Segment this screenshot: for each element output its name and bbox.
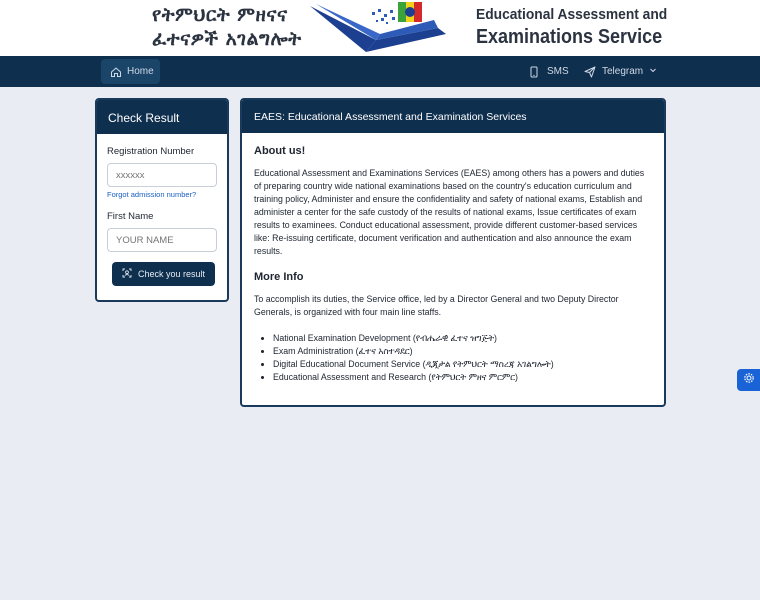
home-icon: [110, 66, 122, 78]
check-result-card: [95, 98, 229, 302]
gear-icon: [743, 371, 755, 389]
more-info-paragraph: To accomplish its duties, the Service office, led by a Director General and two Deputy Director Generals, is organized with four main line staffs.: [254, 294, 619, 317]
forgot-admission-link[interactable]: Forgot admission number?: [107, 190, 197, 199]
banner-amharic-line2: ፈተናዎች አገልግሎት: [152, 28, 302, 50]
nav-home-label: Home: [127, 66, 154, 77]
navbar: [0, 56, 760, 87]
banner-amharic-line1: የትምህርት ምዘናና: [152, 4, 288, 26]
chevron-down-icon: [649, 66, 657, 77]
registration-number-label: Registration Number: [107, 146, 195, 157]
list-item: • Digital Educational Document Service (ዲጂታል የትምህርት ማስረጃ አገልግሎት): [273, 358, 652, 371]
registration-number-input[interactable]: [107, 163, 217, 187]
info-card: [240, 98, 666, 407]
first-name-label: First Name: [107, 211, 154, 222]
banner-english-title: [476, 5, 684, 49]
more-info-heading: More Info: [254, 271, 304, 283]
check-result-button[interactable]: [112, 262, 215, 286]
nav-telegram-label: Telegram: [602, 66, 644, 77]
check-result-title: Check Result: [97, 100, 227, 134]
logo-icon: [306, 0, 456, 56]
about-heading: About us!: [254, 145, 306, 157]
nav-sms-link[interactable]: [528, 59, 569, 84]
banner-english-line1: Educational Assessment and: [476, 6, 668, 23]
scan-icon: [122, 268, 132, 280]
list-item: • Educational Assessment and Research (የትምህርት ምዘና ምርምር): [273, 371, 652, 384]
list-item: • National Examination Development (የብሔራዊ ፈተና ዝግጅት): [273, 332, 652, 345]
about-paragraph: Educational Assessment and Examinations Services (EAES) among others has a powers and duties of preparing country wide national examinations based on the country's education curriculum and training policy, Administer and ensure the confidentiality and safety of national exams, Establish and administer a center for the safe custody of the results of national exams, Issue certificates of exam results to examinees. Conduct educational assessment, provide different customer-based services like: Re-issuing certificate, document verification and authentication and also announce the exam results.: [254, 168, 645, 256]
site-banner: [0, 0, 760, 56]
info-card-title: EAES: Educational Assessment and Examination Services: [242, 100, 664, 133]
check-result-button-label: Check you result: [137, 269, 206, 279]
nav-telegram-dropdown[interactable]: [584, 59, 657, 84]
first-name-input[interactable]: [107, 228, 217, 252]
banner-english-line2: Examinations Service: [476, 26, 663, 48]
staff-list: [254, 332, 652, 384]
list-item: • Exam Administration (ፈተና አስተዳደር): [273, 345, 652, 358]
nav-home-link[interactable]: [101, 59, 160, 84]
banner-amharic-title: [152, 3, 302, 51]
phone-icon: [528, 66, 540, 78]
settings-button[interactable]: [737, 369, 760, 391]
nav-sms-label: SMS: [547, 66, 569, 77]
send-icon: [584, 66, 596, 78]
